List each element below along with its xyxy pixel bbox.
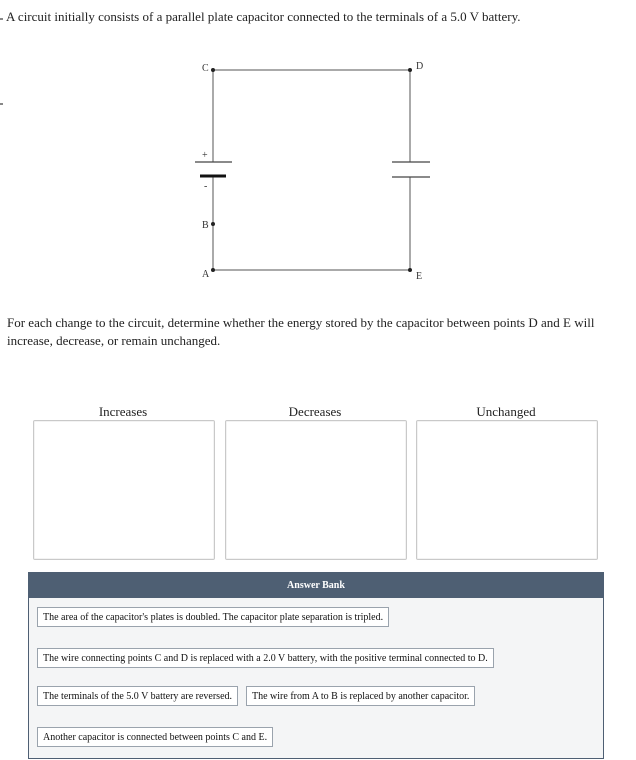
drop-zone-increases[interactable]	[33, 420, 215, 560]
label-e: E	[416, 271, 423, 282]
answer-item[interactable]: The wire connecting points C and D is replaced with a 2.0 V battery, with the positive terminal connected to D.	[37, 648, 494, 668]
label-a: A	[202, 269, 210, 280]
bin-label-increases: Increases	[98, 404, 148, 419]
node-a	[211, 268, 215, 272]
circuit-diagram	[180, 52, 440, 282]
answer-item[interactable]: Another capacitor is connected between points C and E.	[37, 727, 273, 747]
intro-paragraph	[0, 9, 521, 25]
node-c	[211, 68, 215, 72]
answer-bank	[28, 572, 604, 759]
drop-zone-unchanged[interactable]	[416, 420, 598, 560]
battery-plus-sign: +	[202, 150, 208, 161]
side-marker	[0, 103, 3, 105]
bin-label-unchanged: Unchanged	[476, 404, 536, 419]
question-text: For each change to the circuit, determine whether the energy stored by the capacitor between points D and E will increase, decrease, or remain unchanged.	[7, 315, 595, 348]
drop-zone-decreases[interactable]	[225, 420, 407, 560]
answer-item[interactable]: The wire from A to B is replaced by another capacitor.	[246, 686, 475, 706]
node-e	[408, 268, 412, 272]
node-d	[408, 68, 412, 72]
node-b	[211, 222, 215, 226]
battery-minus-sign: -	[204, 181, 208, 192]
answer-item[interactable]: The area of the capacitor's plates is doubled. The capacitor plate separation is tripled.	[37, 607, 389, 627]
label-c: C	[202, 63, 209, 74]
label-b: B	[202, 220, 209, 231]
intro-text: A circuit initially consists of a parallel plate capacitor connected to the terminals of a 5.0 V battery.	[6, 9, 521, 24]
label-d: D	[416, 61, 424, 72]
answer-item[interactable]: The terminals of the 5.0 V battery are reversed.	[37, 686, 238, 706]
answer-bank-title: Answer Bank	[29, 573, 603, 598]
bin-label-decreases: Decreases	[288, 404, 342, 419]
